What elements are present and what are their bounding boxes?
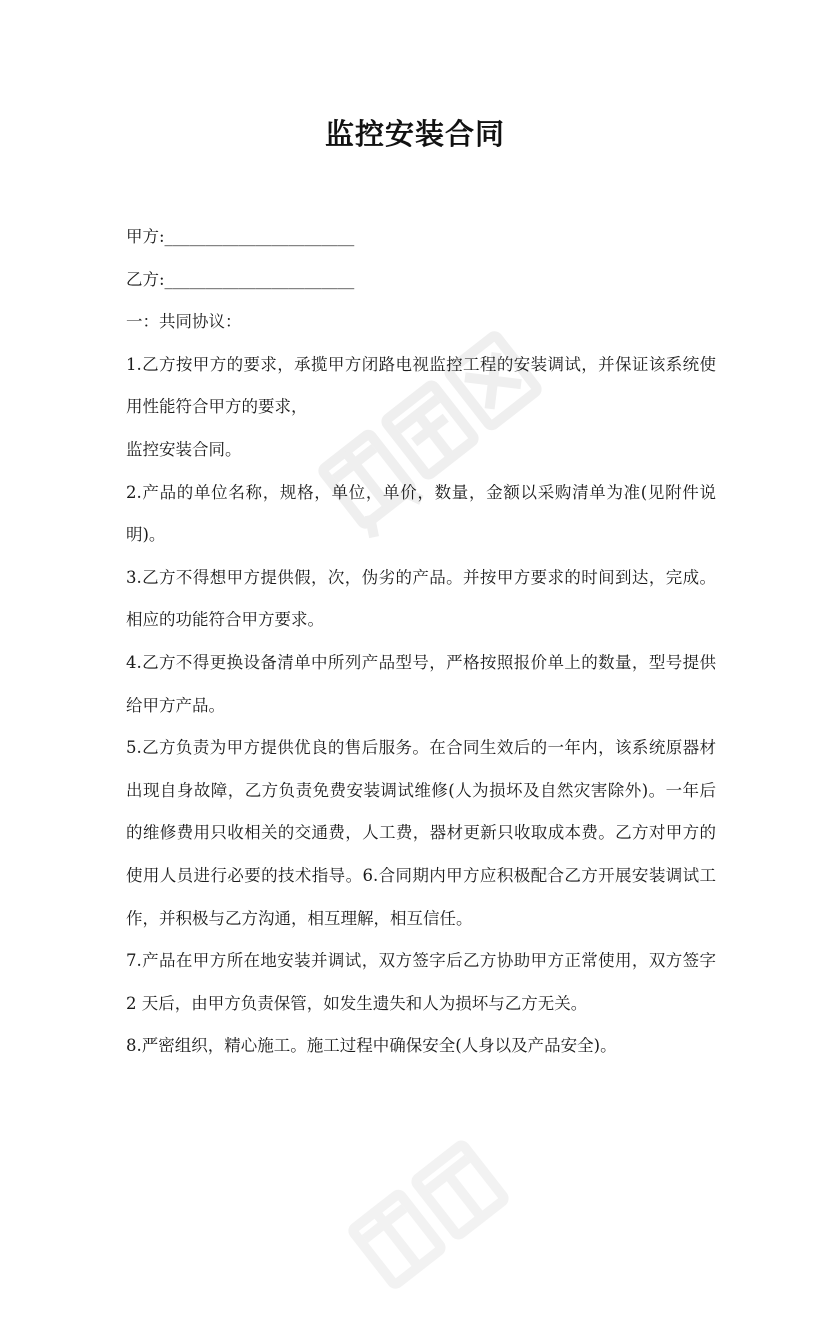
party-a-line: 甲方:_______________________ (126, 227, 355, 246)
clause-line: 监控安装合同。 (126, 439, 242, 459)
clause-line: 2.产品的单位名称，规格，单位，单价，数量，金额以采购清单为准(见附件说 (126, 482, 716, 502)
contract-body (126, 216, 716, 1068)
watermark-logo-icon (330, 1060, 590, 1320)
clause-line: 相应的功能符合甲方要求。 (126, 610, 324, 630)
clause-line: 5.乙方负责为甲方提供优良的售后服务。在合同生效后的一年内，该系统原器材 (126, 738, 716, 758)
party-b-line: 乙方:_______________________ (126, 269, 355, 289)
clause-line: 使用人员进行必要的技术指导。6.合同期内甲方应积极配合乙方开展安装调试工 (126, 865, 716, 885)
clause-line: 的维修费用只收相关的交通费，人工费，器材更新只收取成本费。乙方对甲方的 (126, 823, 716, 843)
clause-line: 作，并积极与乙方沟通，相互理解，相互信任。 (126, 908, 473, 928)
clause-line: 8.严密组织，精心施工。施工过程中确保安全(人身以及产品安全)。 (126, 1036, 617, 1056)
clause-line: 3.乙方不得想甲方提供假，次，伪劣的产品。并按甲方要求的时间到达，完成。 (126, 567, 716, 587)
section-heading: 一：共同协议： (126, 312, 242, 332)
clause-line: 2 天后，由甲方负责保管，如发生遗失和人为损坏与乙方无关。 (126, 993, 588, 1013)
document-title: 监控安装合同 (324, 117, 505, 151)
clause-line: 出现自身故障，乙方负责免费安装调试维修(人为损坏及自然灾害除外)。一年后 (126, 780, 716, 800)
clause-line: 明)。 (126, 525, 166, 545)
clause-line: 给甲方产品。 (126, 695, 225, 715)
clause-line: 4.乙方不得更换设备清单中所列产品型号，严格按照报价单上的数量，型号提供 (126, 652, 716, 672)
clause-line: 1.乙方按甲方的要求，承揽甲方闭路电视监控工程的安装调试，并保证该系统使 (126, 354, 716, 374)
clause-line: 用性能符合甲方的要求， (126, 397, 308, 417)
clause-line: 7.产品在甲方所在地安装并调试，双方签字后乙方协助甲方正常使用，双方签字 (126, 951, 716, 971)
